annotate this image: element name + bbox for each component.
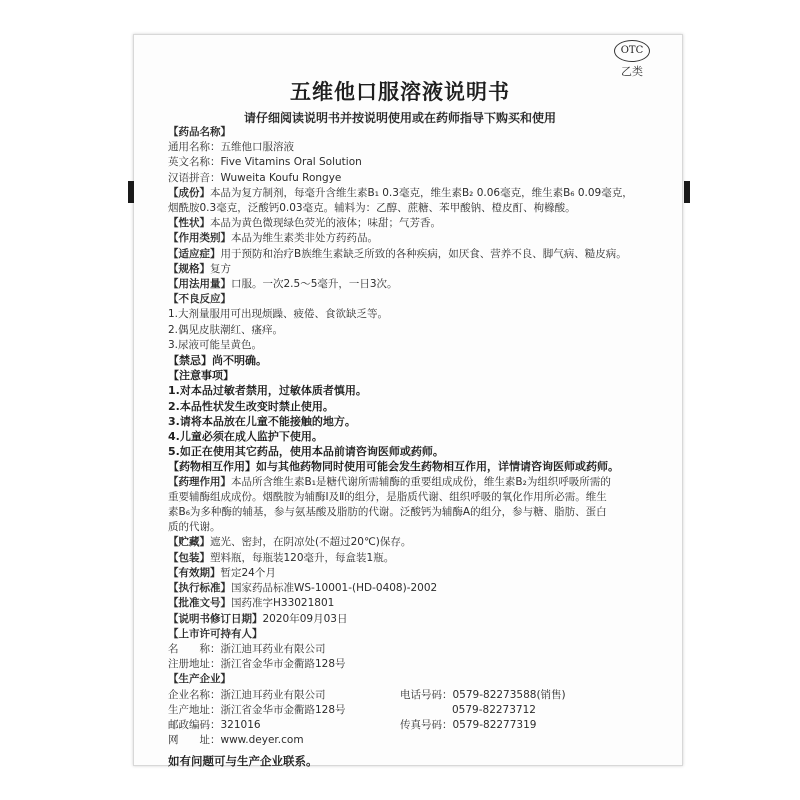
otc-class: 乙类 (621, 65, 643, 78)
pinyin-name: 汉语拼音：Wuweita Koufu Rongye (168, 171, 342, 184)
otc-mark: OTC (614, 40, 650, 62)
section-dosage: 【用法用量】口服。一次2.5～5毫升，一日3次。 (168, 278, 398, 291)
section-validity: 【有效期】暂定24个月 (168, 566, 276, 579)
section-holder-heading: 【上市许可持有人】 (168, 627, 263, 640)
holder-address: 注册地址：浙江省金华市金衢路128号 (168, 658, 346, 671)
adverse-item: 1.大剂量服用可出现烦躁、疲倦、食欲缺乏等。 (168, 308, 389, 321)
generic-name: 通用名称：五维他口服溶液 (168, 141, 294, 154)
section-adverse-heading: 【不良反应】 (168, 293, 231, 306)
leaflet-body (168, 125, 660, 770)
pharmacology-line2: 重要辅酶组成成份。烟酰胺为辅酶Ⅰ及Ⅱ的组分，是脂质代谢、组织呼吸的氧化作用所必需。维生 (168, 490, 607, 503)
manufacturer-website: 网 址：www.deyer.com (168, 734, 304, 747)
manufacturer-row (168, 688, 660, 703)
footer-note: 如有问题可与生产企业联系。 (168, 754, 318, 769)
section-storage: 【贮藏】遮光、密封，在阴凉处(不超过20℃)保存。 (168, 536, 412, 549)
section-approval: 【批准文号】国药准字H33021801 (168, 597, 335, 610)
manufacturer-company: 企业名称：浙江迪耳药业有限公司 (168, 688, 326, 701)
left-clip (128, 181, 134, 203)
precaution-item: 3.请将本品放在儿童不能接触的地方。 (168, 414, 356, 428)
precaution-item: 2.本品性状发生改变时禁止使用。 (168, 399, 334, 413)
section-manufacturer-heading: 【生产企业】 (168, 673, 231, 686)
pharmacology-line4: 质的代谢。 (168, 521, 221, 534)
manufacturer-address: 生产地址：浙江省金华市金衢路128号 (168, 703, 346, 716)
right-clip (684, 181, 690, 203)
section-contraindications: 【禁忌】尚不明确。 (168, 354, 267, 368)
manufacturer-phone: 电话号码：0579-82273588(销售) (400, 688, 566, 701)
section-category: 【作用类别】本品为维生素类非处方药药品。 (168, 232, 378, 245)
manufacturer-fax: 传真号码：0579-82277319 (400, 718, 537, 731)
english-name: 英文名称：Five Vitamins Oral Solution (168, 156, 362, 169)
document-title: 五维他口服溶液说明书 (290, 80, 510, 104)
manufacturer-postcode: 邮政编码：321016 (168, 718, 261, 731)
holder-name: 名 称：浙江迪耳药业有限公司 (168, 642, 326, 655)
section-ingredients: 【成份】本品为复方制剂，每毫升含维生素B₁ 0.3毫克，维生素B₂ 0.06毫克，维生素B₆ 0.09毫克， (168, 186, 633, 199)
ingredients-line2: 烟酰胺0.3毫克，泛酸钙0.03毫克。辅料为：乙醇、蔗糖、苯甲酸钠、橙皮酊、枸橼酸。 (168, 202, 576, 215)
section-interactions: 【药物相互作用】如与其他药物同时使用可能会发生药物相互作用，详情请咨询医师或药师。 (168, 460, 619, 474)
section-package: 【包装】塑料瓶，每瓶装120毫升，每盒装1瓶。 (168, 551, 395, 564)
section-spec: 【规格】复方 (168, 262, 231, 275)
manufacturer-phone2: 0579-82273712 (452, 703, 536, 716)
section-properties: 【性状】本品为黄色微现绿色荧光的液体；味甜；气芳香。 (168, 217, 441, 230)
otc-badge (612, 40, 652, 79)
precaution-item: 5.如正在使用其它药品，使用本品前请咨询医师或药师。 (168, 445, 444, 459)
section-standard: 【执行标准】国家药品标准WS-10001-(HD-0408)-2002 (168, 582, 438, 595)
section-drug-name-heading: 【药品名称】 (168, 126, 231, 138)
section-pharmacology: 【药理作用】本品所含维生素B₁是糖代谢所需辅酶的重要组成成份，维生素B₂为组织呼吸所需的 (168, 475, 611, 488)
adverse-item: 3.尿液可能呈黄色。 (168, 338, 263, 351)
section-indications: 【适应症】用于预防和治疗B族维生素缺乏所致的各种疾病，如厌食、营养不良、脚气病、糙皮病。 (168, 247, 627, 260)
adverse-item: 2.偶见皮肤潮红、瘙痒。 (168, 323, 284, 336)
manufacturer-row (168, 703, 660, 718)
precaution-item: 1.对本品过敏者禁用，过敏体质者慎用。 (168, 384, 367, 398)
section-precautions-heading: 【注意事项】 (168, 369, 234, 383)
section-revision: 【说明书修订日期】2020年09月03日 (168, 612, 348, 625)
precaution-item: 4.儿童必须在成人监护下使用。 (168, 430, 323, 444)
document-subtitle: 请仔细阅读说明书并按说明使用或在药师指导下购买和使用 (243, 111, 556, 125)
manufacturer-row (168, 718, 660, 733)
pharmacology-line3: 素B₆为多种酶的辅基，参与氨基酸及脂肪的代谢。泛酸钙为辅酶A的组分，参与糖、脂肪、蛋白 (168, 506, 607, 519)
